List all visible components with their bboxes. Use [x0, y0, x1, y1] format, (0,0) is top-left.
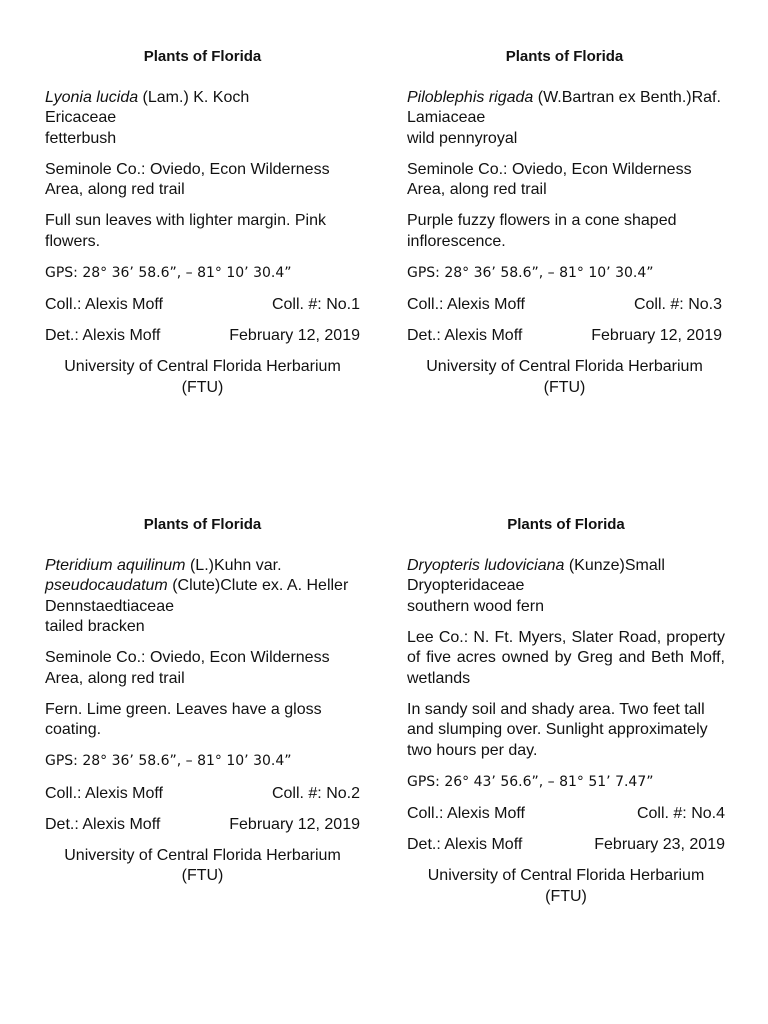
taxon-name: Pteridium aquilinum [45, 556, 186, 574]
description: Full sun leaves with lighter margin. Pink flowers. [45, 212, 327, 250]
collection-number: Coll. #: No.4 [636, 805, 725, 822]
herbarium-label [407, 47, 722, 398]
taxon-name: Lyonia lucida [45, 88, 139, 106]
description: Fern. Lime green. Leaves have a gloss coating. [45, 700, 322, 738]
collection-number: Coll. #: No.1 [271, 296, 360, 313]
herbarium-name: University of Central Florida Herbarium (FTU) [64, 358, 341, 396]
collection-number: Coll. #: No.2 [271, 784, 360, 802]
scientific-name [45, 556, 360, 597]
determination-date: February 12, 2019 [591, 327, 722, 344]
collector-row [407, 804, 725, 825]
family-name: Dryopteridaceae [407, 577, 525, 594]
herbarium-name: University of Central Florida Herbarium (FTU) [426, 358, 703, 396]
variety-name: pseudocaudatum [45, 577, 168, 594]
gps-coordinates: GPS: 28° 36’ 58.6”, – 81° 10’ 30.4” [407, 264, 654, 281]
common-name: fetterbush [45, 129, 117, 147]
determiner-row [407, 326, 722, 347]
herbarium-label [45, 515, 360, 887]
description: Purple fuzzy flowers in a cone shaped inflorescence. [407, 212, 677, 250]
collector-row [407, 295, 722, 316]
family-name: Ericaceae [45, 109, 117, 126]
determiner: Det.: Alexis Moff [45, 815, 161, 833]
determination-date: February 12, 2019 [229, 327, 360, 344]
label-title: Plants of Florida [143, 48, 262, 65]
label-title: Plants of Florida [507, 516, 625, 533]
description: In sandy soil and shady area. Two feet tall and slumping over. Sunlight approximately two hours per day. [407, 700, 708, 759]
herbarium-label [45, 47, 360, 398]
collector: Coll.: Alexis Moff [45, 784, 163, 802]
herbarium-name: University of Central Florida Herbarium (FTU) [64, 846, 341, 884]
scientific-name [45, 88, 360, 109]
determination-date: February 23, 2019 [594, 836, 725, 853]
common-name: tailed bracken [45, 618, 145, 635]
common-name: wild pennyroyal [407, 129, 518, 147]
collector: Coll.: Alexis Moff [407, 805, 525, 822]
common-name: southern wood fern [407, 597, 544, 615]
gps-coordinates: GPS: 26° 43’ 56.6”, – 81° 51’ 7.47” [407, 773, 654, 790]
scientific-name [407, 556, 725, 577]
determiner-row [407, 835, 725, 856]
gps-coordinates: GPS: 28° 36’ 58.6”, – 81° 10’ 30.4” [45, 264, 292, 281]
taxon-authority: (L.)Kuhn var. [185, 556, 282, 574]
herbarium-name: University of Central Florida Herbarium (FTU) [427, 867, 705, 905]
locality: Seminole Co.: Oviedo, Econ Wilderness Area, along red trail [407, 160, 692, 198]
locality: Seminole Co.: Oviedo, Econ Wilderness Area, along red trail [45, 649, 330, 687]
taxon-name: Dryopteris ludoviciana [407, 556, 565, 574]
determiner: Det.: Alexis Moff [407, 836, 523, 853]
gps-coordinates: GPS: 28° 36’ 58.6”, – 81° 10’ 30.4” [45, 753, 292, 769]
collector-row [45, 784, 360, 805]
taxon-authority: (Lam.) K. Koch [138, 88, 250, 106]
locality: Seminole Co.: Oviedo, Econ Wilderness Area, along red trail [45, 160, 330, 198]
determiner: Det.: Alexis Moff [407, 327, 523, 344]
label-title: Plants of Florida [143, 516, 262, 533]
determiner: Det.: Alexis Moff [45, 327, 161, 344]
determination-date: February 12, 2019 [229, 815, 360, 833]
collector-row [45, 295, 360, 316]
herbarium-label [407, 515, 725, 907]
collection-number: Coll. #: No.3 [633, 296, 722, 313]
determiner-row [45, 815, 360, 836]
variety-authority: (Clute)Clute ex. A. Heller [167, 577, 349, 594]
collector: Coll.: Alexis Moff [45, 296, 163, 313]
taxon-authority: (Kunze)Small [564, 556, 665, 574]
family-name: Lamiaceae [407, 109, 486, 126]
collector: Coll.: Alexis Moff [407, 296, 525, 313]
family-name: Dennstaedtiaceae [45, 597, 174, 615]
determiner-row [45, 326, 360, 347]
label-title: Plants of Florida [505, 48, 624, 65]
scientific-name [407, 88, 722, 109]
taxon-authority: (W.Bartran ex Benth.)Raf. [533, 88, 721, 106]
taxon-name: Piloblephis rigada [407, 88, 534, 106]
locality: Lee Co.: N. Ft. Myers, Slater Road, property of five acres owned by Greg and Beth Moff, wetlands [407, 628, 725, 687]
